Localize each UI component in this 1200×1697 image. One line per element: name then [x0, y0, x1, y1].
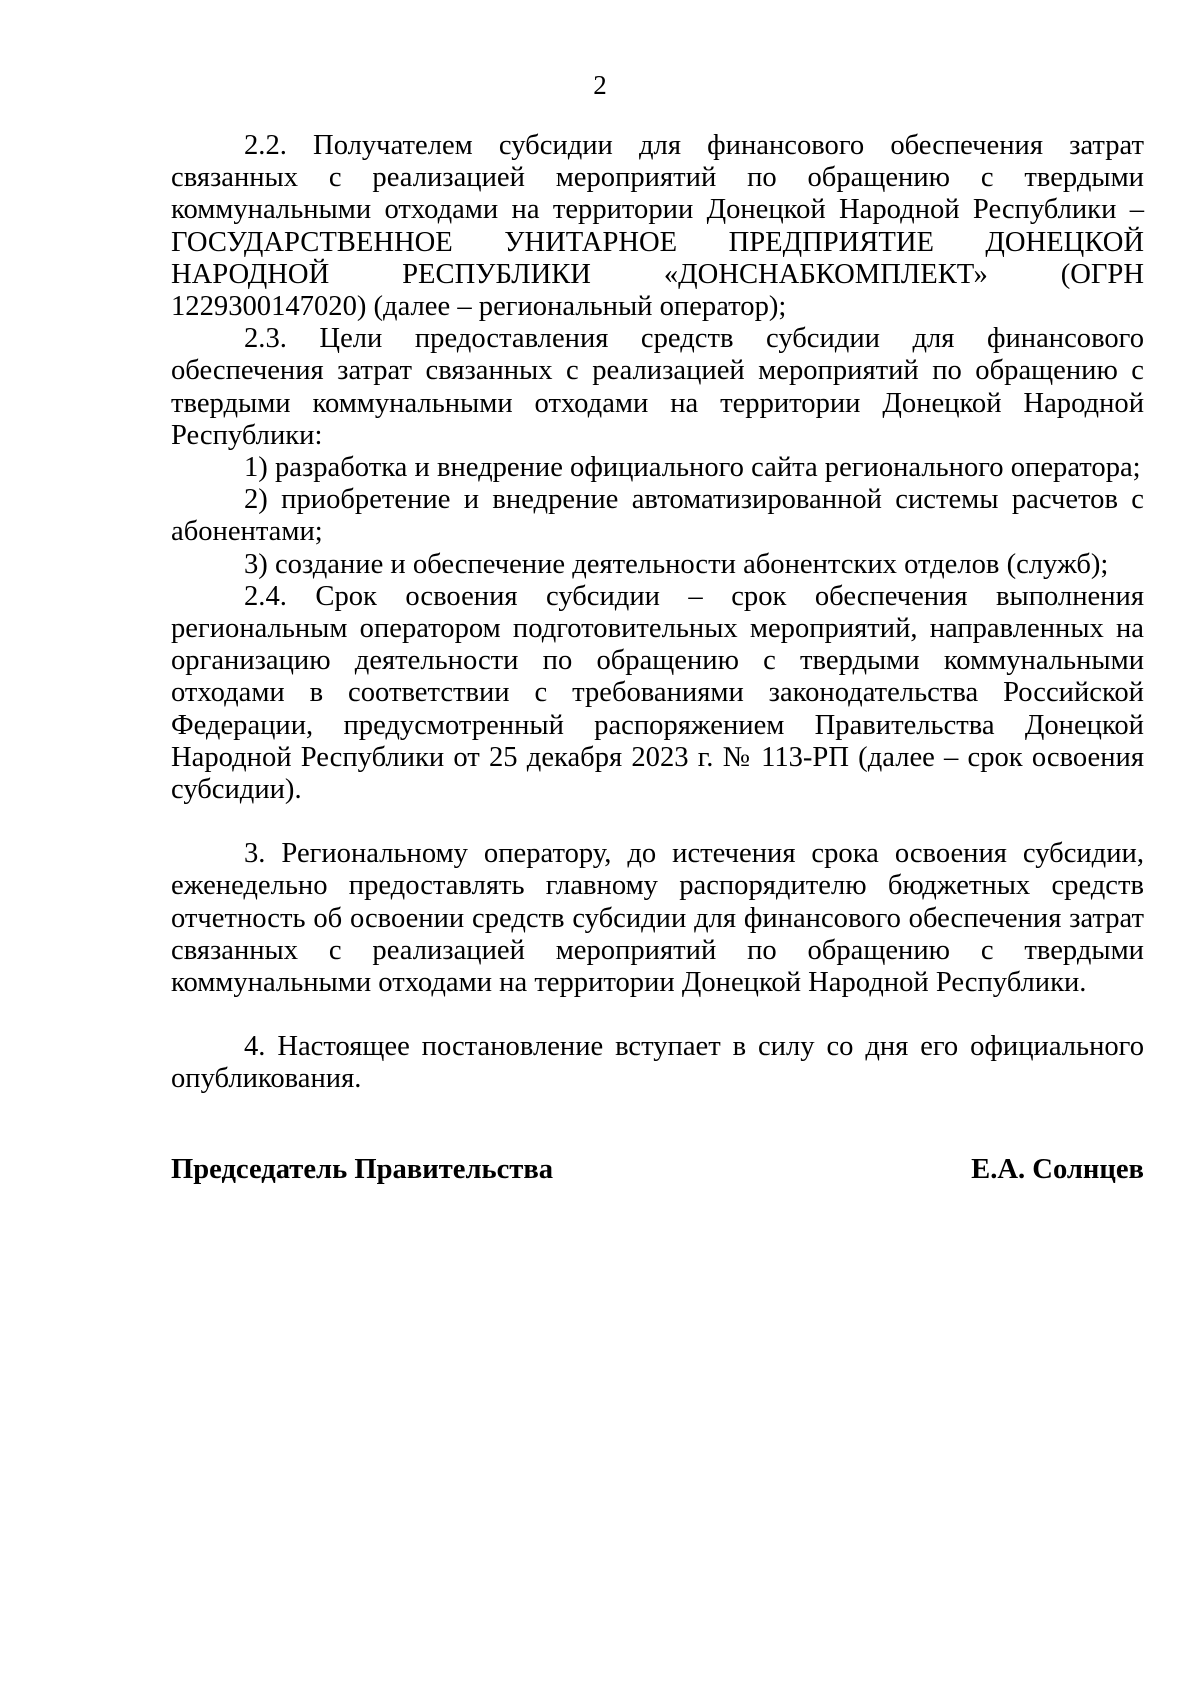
- list-item-3: 3) создание и обеспечение деятельности абонентских отделов (служб);: [244, 548, 1109, 580]
- list-item-1: 1) разработка и внедрение официального сайта регионального оператора;: [244, 452, 1141, 484]
- document-body: [171, 130, 1144, 1096]
- list-item-2: 2) приобретение и внедрение автоматизированной системы расчетов с абонентами;: [171, 484, 1144, 548]
- paragraph-2-3: 2.3. Цели предоставления средств субсидии для финансового обеспечения затрат связанных с реализацией мероприятий по обращению с твердыми коммунальными отходами на территории Донецкой Народной Республики:: [171, 323, 1144, 451]
- paragraph-2-4: 2.4. Срок освоения субсидии – срок обеспечения выполнения региональным оператором подготовительных мероприятий, направленных на организацию деятельности по обращению с твердыми коммунальными отходами в соответствии с требованиями законодательства Российской Федерации, предусмотренный распоряжением Правительства Донецкой Народной Республики от 25 декабря 2023 г. № 113-РП (далее – срок освоения субсидии).: [171, 580, 1144, 806]
- paragraph-4: 4. Настоящее постановление вступает в силу со дня его официального опубликования.: [171, 1031, 1144, 1095]
- paragraph-3: 3. Региональному оператору, до истечения срока освоения субсидии, еженедельно предоставлять главному распорядителю бюджетных средств отчетность об освоении средств субсидии для финансового обеспечения затрат связанных с реализацией мероприятий по обращению с твердыми коммунальными отходами на территории Донецкой Народной Республики.: [171, 838, 1144, 999]
- signature-block: [171, 1154, 1144, 1186]
- signatory-name: Е.А. Солнцев: [971, 1154, 1144, 1185]
- paragraph-2-2: 2.2. Получателем субсидии для финансового обеспечения затрат связанных с реализацией мероприятий по обращению с твердыми коммунальными отходами на территории Донецкой Народной Республики – ГОСУДАРСТВЕННОЕ УНИТАРНОЕ ПРЕДПРИЯТИЕ ДОНЕЦКОЙ НАРОДНОЙ РЕСПУБЛИКИ «ДОНСНАБКОМПЛЕКТ» (ОГРН 1229300147020) (далее – региональный оператор);: [171, 130, 1144, 323]
- page-number: 2: [593, 70, 607, 100]
- signatory-position: Председатель Правительства: [171, 1154, 554, 1185]
